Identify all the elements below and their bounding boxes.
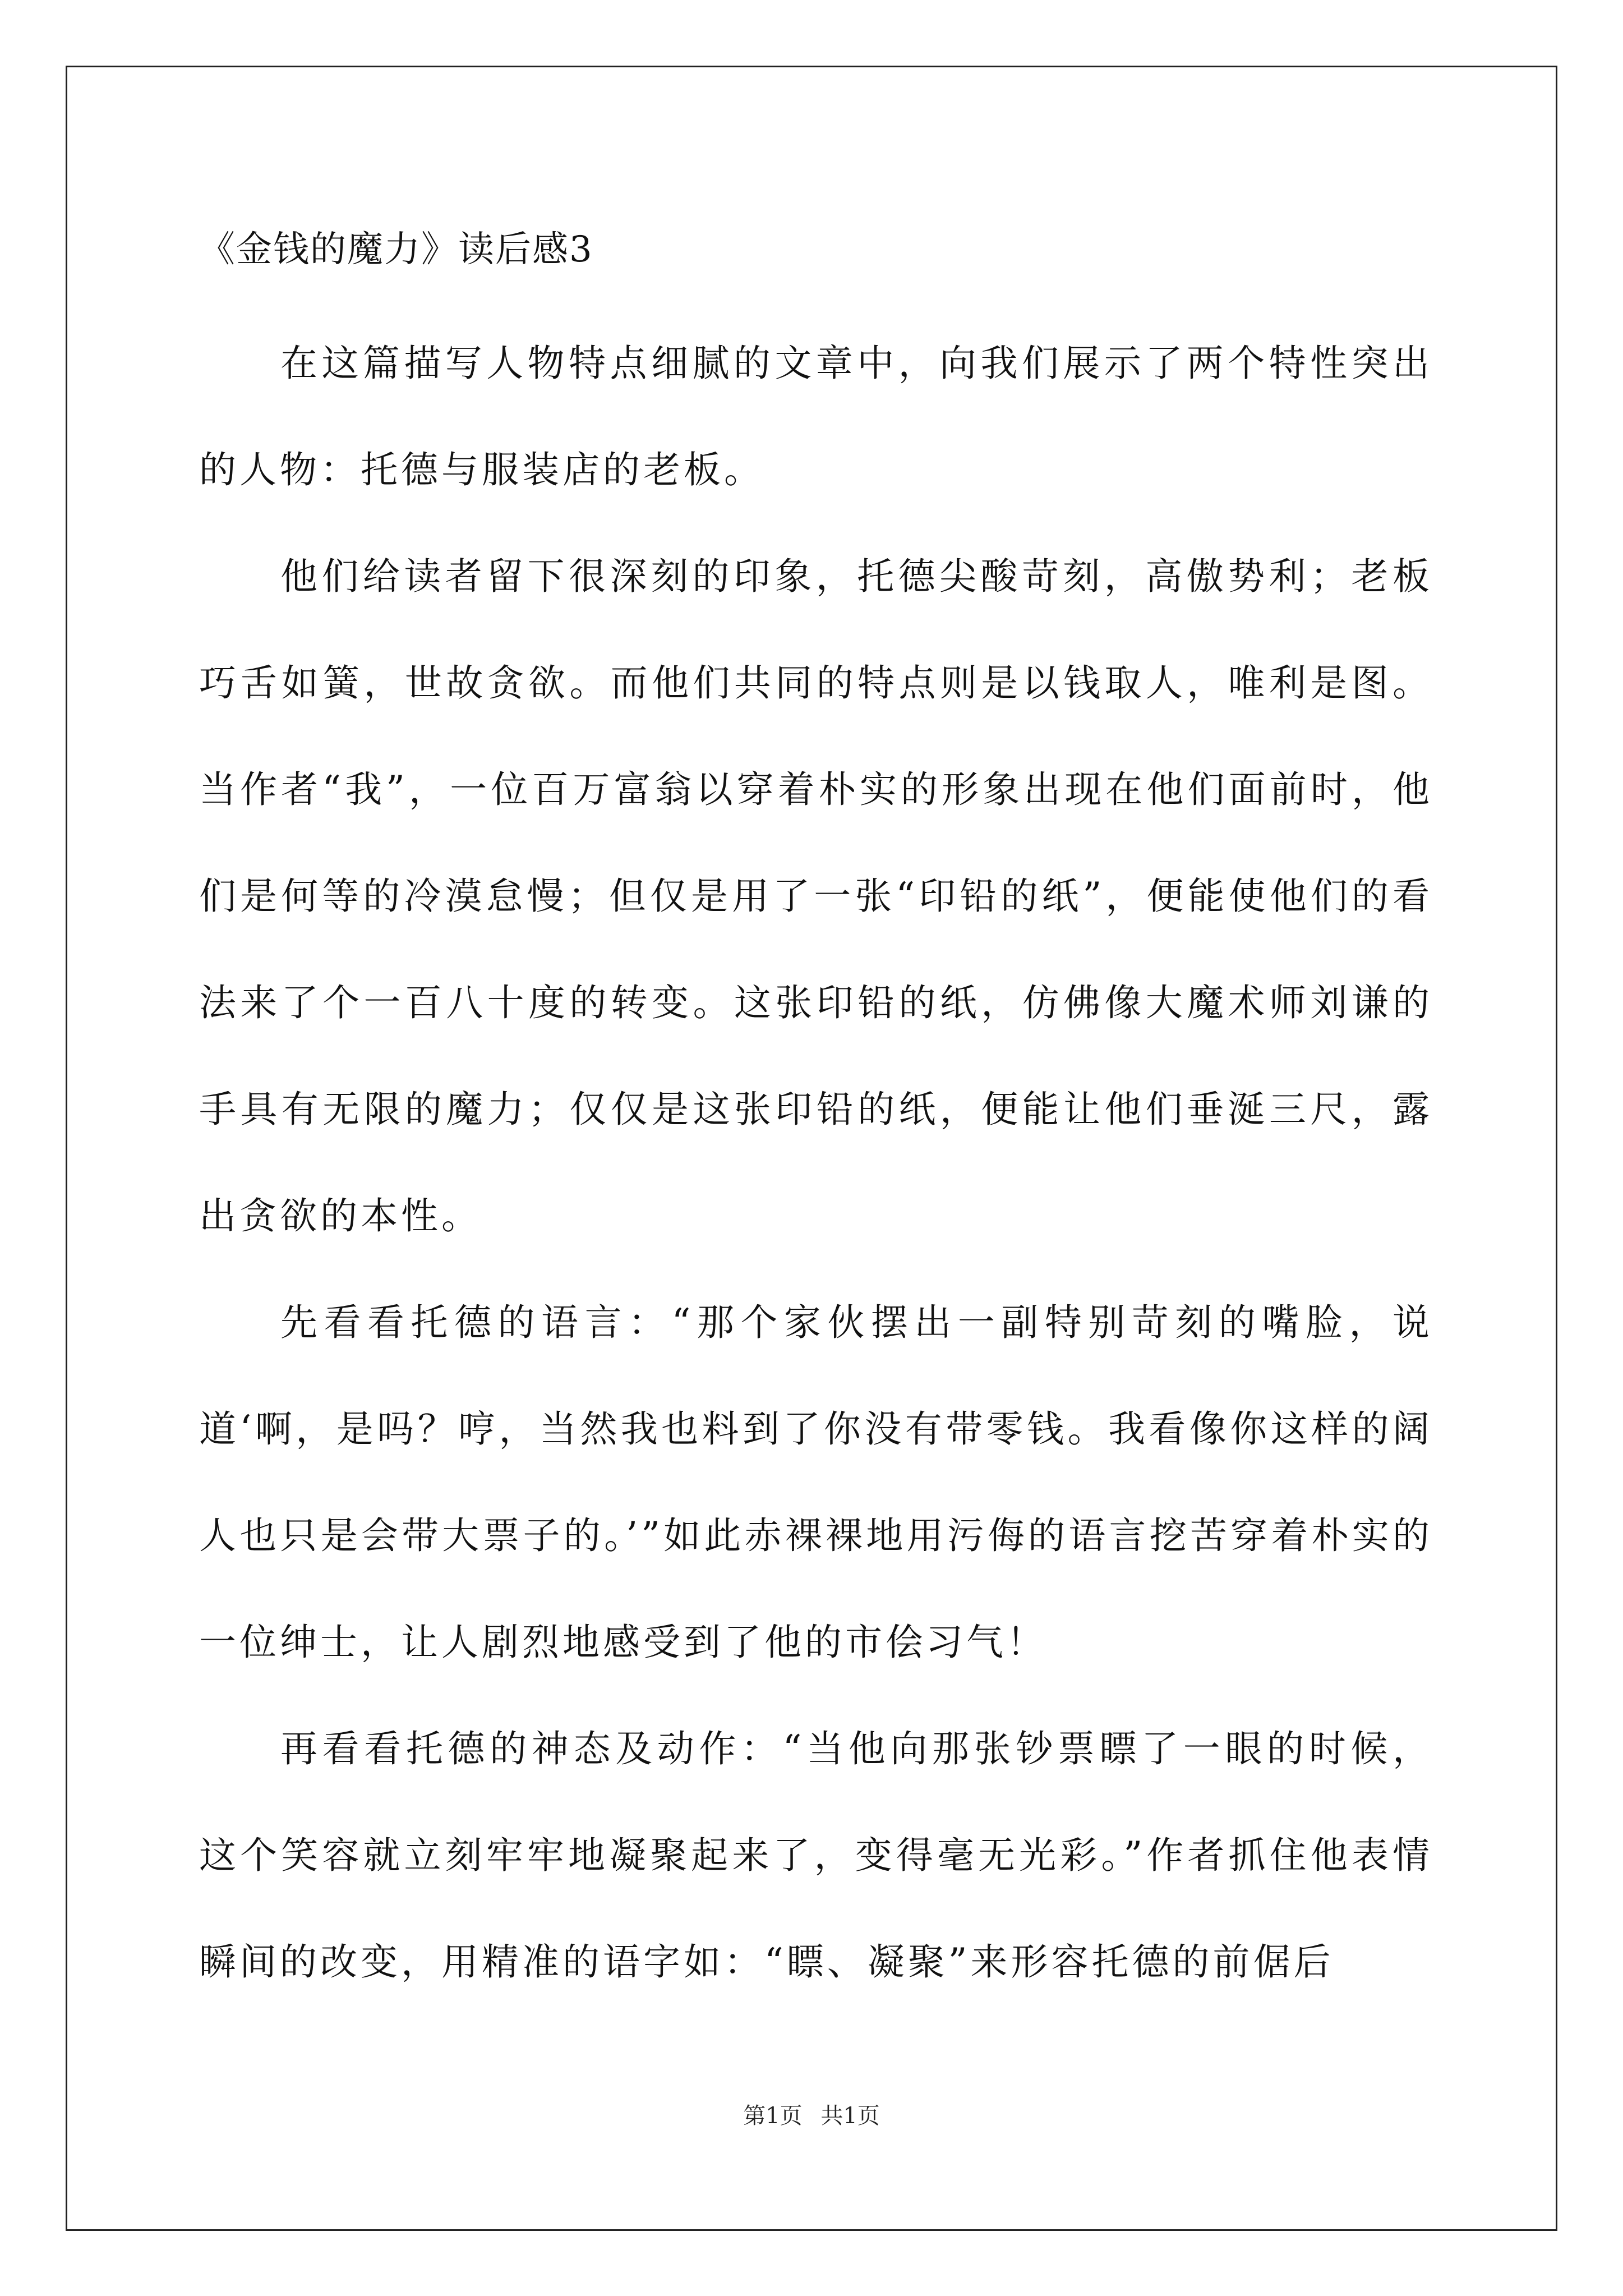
paragraph-2: 他们给读者留下很深刻的印象，托德尖酸苛刻，高傲势利；老板巧舌如簧，世故贪欲。而他们共同的特点则是以钱取人，唯利是图。当作者“我”，一位百万富翁以穿着朴实的形象出现在他们面前时，他们是何等的冷漠怠慢；但仅是用了一张“印铅的纸”，便能使他们的看法来了个一百八十度的转变。这张印铅的纸，仿佛像大魔术师刘谦的手具有无限的魔力；仅仅是这张印铅的纸，便能让他们垂涎三尺，露出贪欲的本性。 [199,555,1433,1237]
paragraph-4: 再看看托德的神态及动作：“当他向那张钞票瞟了一眼的时候，这个笑容就立刻牢牢地凝聚起来了，变得毫无光彩。”作者抓住他表情瞬间的改变，用精准的语字如：“瞟、凝聚”来形容托德的前倨后 [199,1727,1433,1984]
paragraph-3: 先看看托德的语言：“那个家伙摆出一副特别苛刻的嘴脸，说道‘啊，是吗？哼，当然我也料到了你没有带零钱。我看像你这样的阔人也只是会带大票子的。’”如此赤裸裸地用污侮的语言挖苦穿着朴实的一位绅士，让人剧烈地感受到了他的市侩习气！ [199,1301,1433,1664]
paragraph-1: 在这篇描写人物特点细腻的文章中，向我们展示了两个特性突出的人物：托德与服装店的老板。 [199,342,1433,491]
page-total: 共1页 [820,2103,880,2129]
document-title: 《金钱的魔力》读后感3 [199,229,593,270]
page-footer [0,2098,1623,2130]
document-body [199,210,1433,2016]
page-number: 第1页 [743,2103,803,2129]
